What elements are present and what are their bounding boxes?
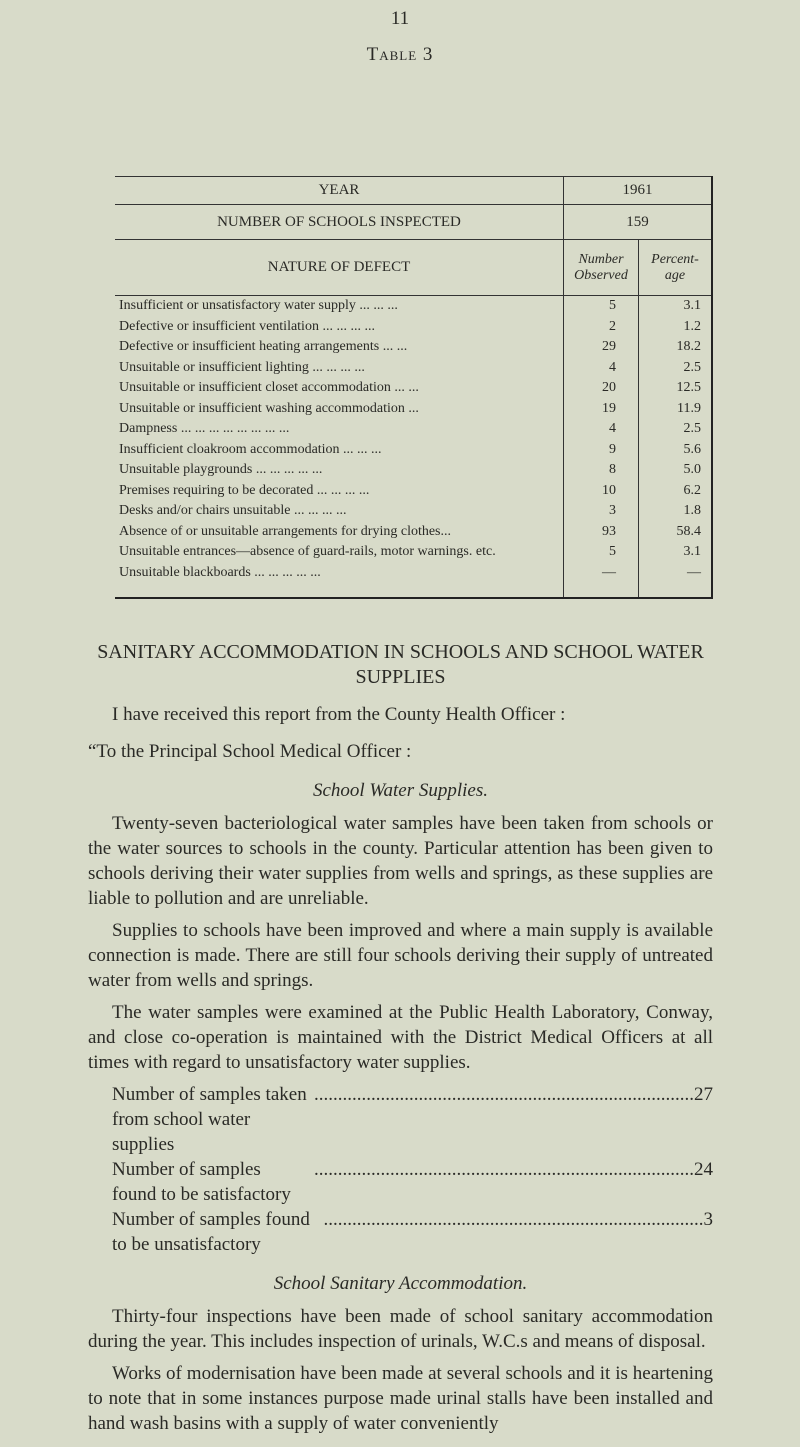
sample-value: 27 [694, 1084, 713, 1105]
table-row [115, 481, 712, 502]
defect-cell: Unsuitable or insufficient washing accommodation ... [119, 400, 419, 416]
table-row [115, 542, 712, 563]
paragraph: Thirty-four inspections have been made of school sanitary accommodation during the year. This includes inspection of urinals, W.C.s and means of disposal. [88, 1306, 713, 1352]
sample-count-row [88, 1157, 713, 1207]
report-text [88, 640, 713, 1443]
percent-cell: 5.0 [639, 460, 713, 481]
sample-count-row [88, 1082, 713, 1157]
intro: I have received this report from the County Health Officer : [112, 704, 566, 725]
year-value: 1961 [564, 177, 713, 205]
salutation: “To the Principal School Medical Officer : [88, 741, 412, 762]
number-cell: 9 [564, 440, 639, 461]
sample-label: Number of samples found to be unsatisfactory [112, 1209, 310, 1255]
section-heading: SANITARY ACCOMMODATION IN SCHOOLS AND SCHOOL WATER SUPPLIES [97, 641, 704, 688]
number-cell: 19 [564, 399, 639, 420]
page-number: 11 [390, 8, 410, 29]
table-row [115, 399, 712, 420]
defect-cell: Defective or insufficient heating arrangements ... ... [119, 339, 408, 354]
defect-cell: Insufficient or unsatisfactory water supply ... ... ... [119, 298, 398, 313]
defect-cell: Unsuitable or insufficient closet accommodation ... ... [119, 380, 419, 395]
table-title: Table 3 [366, 44, 434, 65]
sample-count-row [88, 1207, 713, 1257]
number-cell: 8 [564, 460, 639, 481]
number-cell: 5 [564, 542, 639, 563]
percent-header: Percent- age [639, 240, 713, 296]
paragraph: Twenty-seven bacteriological water samples have been taken from schools or the water sources to schools in the county. Particular attention has been given to schools deriving their water supplies from wells and springs, as these supplies are liable to pollution and are unreliable. [88, 813, 713, 909]
percent-cell: 2.5 [639, 419, 713, 440]
defect-cell: Unsuitable blackboards ... ... ... ... ... [115, 563, 564, 598]
table-row [115, 522, 712, 543]
table-row [115, 419, 712, 440]
schools-value: 159 [564, 205, 713, 240]
number-cell: 4 [564, 358, 639, 379]
number-cell: 4 [564, 419, 639, 440]
defect-cell: Insufficient cloakroom accommodation ... ... ... [119, 441, 382, 457]
percent-cell: 1.2 [639, 317, 713, 338]
defect-cell: Desks and/or chairs unsuitable ... ... ... ... [119, 503, 347, 518]
number-cell: 2 [564, 317, 639, 338]
table-row [115, 440, 712, 461]
percent-cell: 1.8 [639, 501, 713, 522]
number-cell: 20 [564, 378, 639, 399]
table-row [115, 317, 712, 338]
defect-header: NATURE OF DEFECT [115, 240, 564, 296]
number-header: Number Observed [564, 240, 639, 296]
subheading-water: School Water Supplies. [312, 780, 489, 801]
percent-cell: 11.9 [639, 399, 713, 420]
number-cell: — [564, 563, 639, 598]
number-cell: 93 [564, 522, 639, 543]
paragraph: Supplies to schools have been improved and where a main supply is available connection is made. There are still four schools deriving their supply of untreated water from wells and springs. [88, 920, 713, 991]
number-cell: 3 [564, 501, 639, 522]
defect-cell: Unsuitable or insufficient lighting ... ... ... ... [119, 359, 365, 375]
defect-cell: Unsuitable playgrounds ... ... ... ... ... [119, 462, 323, 477]
number-cell: 5 [564, 296, 639, 317]
defect-cell: Absence of or unsuitable arrangements for drying clothes... [119, 523, 452, 539]
defect-cell: Unsuitable entrances—absence of guard-rails, motor warnings. etc. [119, 544, 496, 559]
percent-cell: 12.5 [639, 378, 713, 399]
table-row [115, 501, 712, 522]
table-row [115, 296, 712, 317]
percent-cell: 5.6 [639, 440, 713, 461]
sample-value: 3 [703, 1209, 713, 1230]
table-row [115, 358, 712, 379]
subheading-sanitary: School Sanitary Accommodation. [273, 1273, 528, 1294]
paragraph: The water samples were examined at the Public Health Laboratory, Conway, and close co-operation is maintained with the District Medical Officers at all times with regard to unsatisfactory water supplies. [88, 1002, 713, 1073]
percent-cell: 2.5 [639, 358, 713, 379]
defect-cell: Defective or insufficient ventilation ... ... ... ... [119, 318, 375, 334]
dot-leader: ................................................................................ [309, 1084, 694, 1105]
table-row [115, 378, 712, 399]
sample-value: 24 [694, 1159, 713, 1180]
table-row [115, 563, 712, 598]
dot-leader: ................................................................................ [309, 1159, 694, 1180]
schools-label: NUMBER OF SCHOOLS INSPECTED [115, 205, 564, 240]
percent-cell: 3.1 [639, 296, 713, 317]
defect-cell: Premises requiring to be decorated ... ... ... ... [119, 482, 370, 498]
percent-cell: 6.2 [639, 481, 713, 502]
percent-cell: 58.4 [639, 522, 713, 543]
percent-cell: 18.2 [639, 337, 713, 358]
table-row [115, 337, 712, 358]
number-cell: 29 [564, 337, 639, 358]
sample-label: Number of samples found to be satisfactory [112, 1159, 291, 1205]
percent-cell: 3.1 [639, 542, 713, 563]
percent-cell: — [639, 563, 713, 598]
defects-table [115, 176, 713, 599]
dot-leader: ................................................................................ [318, 1209, 704, 1230]
sample-label: Number of samples taken from school water supplies [112, 1084, 307, 1155]
number-cell: 10 [564, 481, 639, 502]
table-row [115, 460, 712, 481]
paragraph: Works of modernisation have been made at several schools and it is heartening to note that in some instances purpose made urinal stalls have been installed and hand wash basins with a supply of water conveniently [88, 1363, 713, 1434]
defect-cell: Dampness ... ... ... ... ... ... ... ... [119, 421, 290, 436]
year-label: YEAR [115, 177, 564, 205]
